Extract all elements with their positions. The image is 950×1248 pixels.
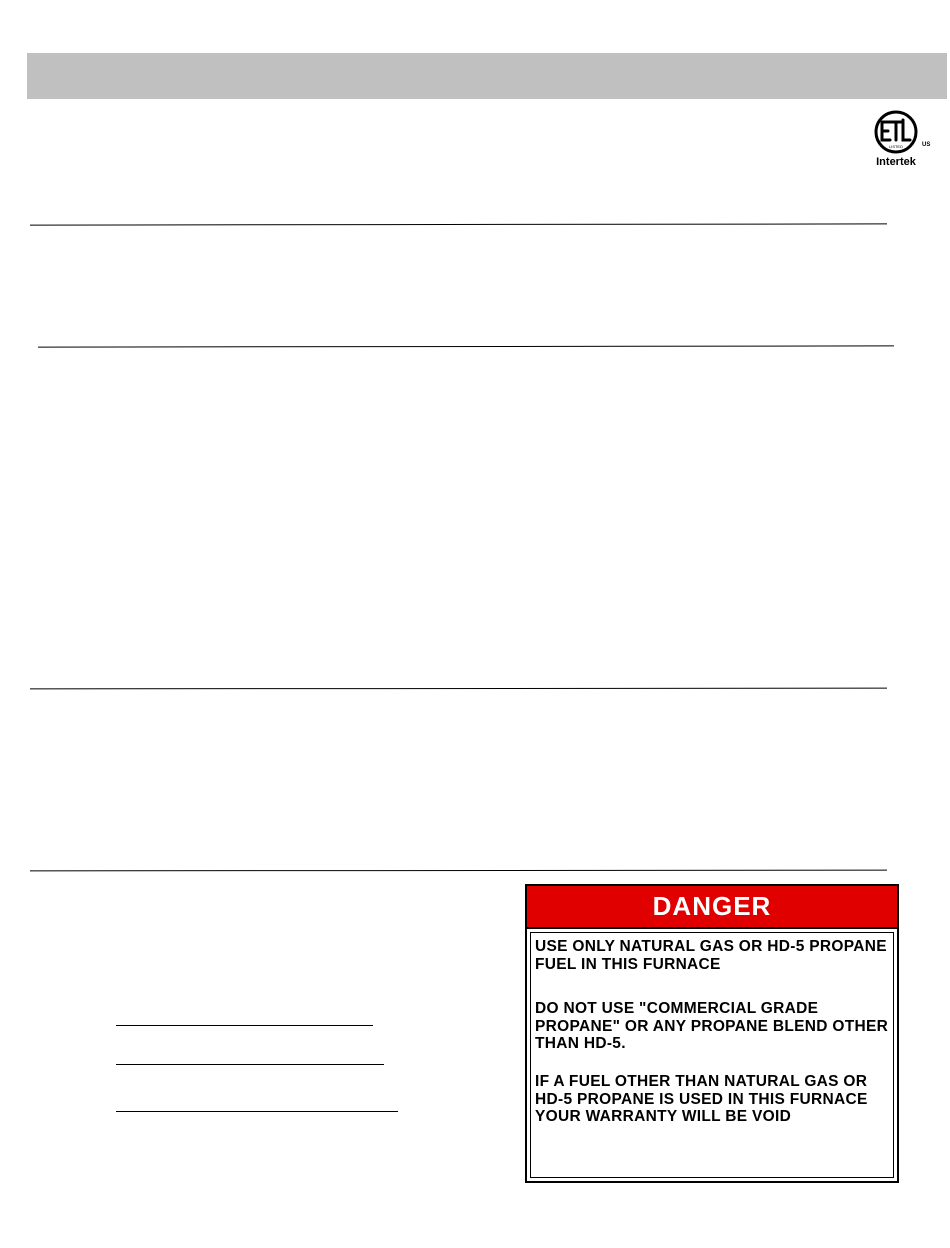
danger-paragraph: IF A FUEL OTHER THAN NATURAL GAS OR HD-5 PROPANE IS USED IN THIS FURNACE YOUR WARRANTY WILL BE VOID xyxy=(535,1073,868,1125)
intertek-wordmark: Intertek xyxy=(876,156,916,168)
section-rule xyxy=(30,688,887,690)
section-rule xyxy=(30,223,887,225)
danger-paragraph: DO NOT USE "COMMERCIAL GRADE PROPANE" OR ANY PROPANE BLEND OTHER THAN HD-5. xyxy=(535,1000,889,1052)
danger-warning-label xyxy=(525,884,899,1183)
header-band xyxy=(27,53,947,99)
danger-header xyxy=(527,886,897,929)
section-rule xyxy=(30,870,887,872)
danger-paragraph: USE ONLY NATURAL GAS OR HD-5 PROPANE FUEL IN THIS FURNACE xyxy=(535,938,887,973)
danger-title: DANGER xyxy=(652,891,772,921)
blank-fill-line xyxy=(116,1064,384,1065)
listed-text: LISTED xyxy=(888,144,904,149)
etl-intertek-logo xyxy=(868,110,932,172)
blank-fill-line xyxy=(116,1111,398,1112)
etl-listed-mark-icon xyxy=(868,110,932,156)
blank-fill-line xyxy=(116,1025,373,1026)
section-rule xyxy=(38,345,894,347)
us-text: US xyxy=(922,142,931,148)
